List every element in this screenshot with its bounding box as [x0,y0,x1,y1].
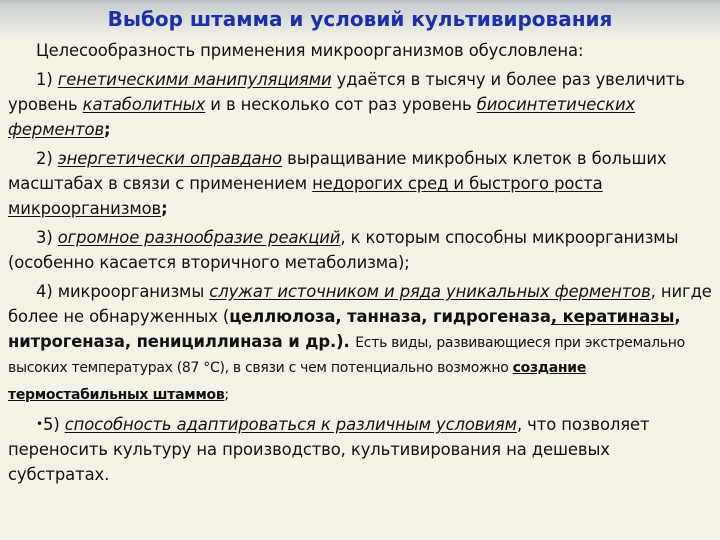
item-4-enzymes: служат источником и ряда уникальных ферментов [209,282,651,301]
item-4-end: ; [224,387,229,403]
item-3-num: 3) [36,228,58,247]
item-1-num: 1) [36,70,58,89]
slide-title: Выбор штамма и условий культивирования [107,7,613,31]
item-5-adaptability: способность адаптироваться к различным условиям [64,415,517,434]
item-3-text-a: , к которым способны микроорганизмы (особенно касается вторичного метаболизма); [8,228,679,272]
item-3 [8,225,714,275]
item-4-extremophiles: Есть виды, развивающиеся при экстремально высоких температурах (87 °С), в связи с чем потенциально возможно [8,335,685,376]
item-1-genetic: генетическими манипуляциями [57,70,332,89]
item-5-bullet: • [36,417,43,431]
item-1-biosynthetic: биосинтетических ферментов [8,95,636,139]
item-4 [8,279,714,408]
intro-line: Целесообразность применения микроорганизмов обусловлена: [36,41,584,60]
item-4-thermostable: создание термостабильных штаммов [8,360,587,403]
slide-body [8,38,714,491]
item-5 [8,412,714,487]
item-4-text-a: , нигде более не обнаруженных ( [8,282,712,326]
item-2-end: ; [161,199,168,218]
item-2 [8,146,714,221]
item-1-text-a: удаётся в тысячу и более раз увеличить уровень [8,70,685,114]
item-1-end: ; [104,120,111,139]
item-4-num: 4) микроорганизмы [36,282,210,301]
item-2-energetic: энергетически оправдано [57,149,283,168]
item-2-text-a: выращивание микробных клеток в больших масштабах в связи с применением [8,149,667,193]
item-2-cheap-media: недорогих сред и быстрого роста микроорганизмов [8,174,603,218]
item-4-enzyme-list-b: , нитрогеназа, пенициллиназа и др.). [8,307,681,351]
item-3-diversity: огромное разнообразие реакций [57,228,341,247]
item-4-enzyme-list-a: целлюлоза, танназа, гидрогеназа [229,307,551,326]
item-1-catabolic: катаболитных [82,95,206,114]
item-1-text-b: и в несколько сот раз уровень [205,95,477,114]
item-2-num: 2) [36,149,58,168]
item-4-keratinase: , кератиназы [550,307,675,326]
item-5-text-a: , что позволяет переносить культуру на производство, культивирования на дешевых субстратах. [8,415,650,484]
item-5-num: 5) [42,415,65,434]
item-1 [8,67,714,142]
